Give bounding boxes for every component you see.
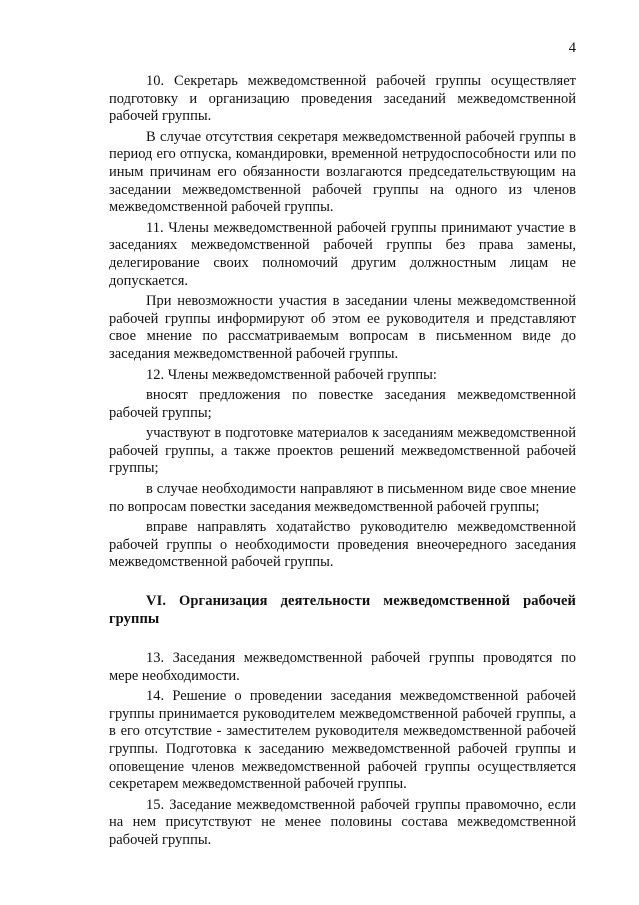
paragraph-14: 14. Решение о проведении заседания межведомственной рабочей группы принимается руководителем межведомственной рабочей группы, а в его отсутствие - заместителем руководителя межведомственной рабочей группы. Подготовка к заседанию межведомственной рабочей группы и оповещение членов межведомственной рабочей группы осуществляется секретарем межведомственной рабочей группы.	[109, 688, 576, 793]
list-item-participate: участвуют в подготовке материалов к заседаниям межведомственной рабочей группы, а также проектов решений межведомственной рабочей группы;	[109, 425, 576, 477]
document-body	[109, 73, 576, 850]
paragraph-15: 15. Заседание межведомственной рабочей группы правомочно, если на нем присутствуют не менее половины состава межведомственной рабочей группы.	[109, 796, 576, 848]
list-item-written-opinion: в случае необходимости направляют в письменном виде свое мнение по вопросам повестки заседания межведомственной рабочей группы;	[109, 481, 576, 515]
paragraph-10: 10. Секретарь межведомственной рабочей группы осуществляет подготовку и организацию проведения заседаний межведомственной рабочей группы.	[109, 73, 576, 125]
page-number: 4	[568, 40, 576, 56]
list-item-proposals: вносят предложения по повестке заседания межведомственной рабочей группы;	[109, 387, 576, 421]
paragraph-participation-impossible: При невозможности участия в заседании члены межведомственной рабочей группы информируют об этом ее руководителя и представляют свое мнение по рассматриваемым вопросам в письменном виде до заседания межведомственной рабочей группы.	[109, 293, 576, 362]
paragraph-13: 13. Заседания межведомственной рабочей группы проводятся по мере необходимости.	[109, 650, 576, 684]
paragraph-11: 11. Члены межведомственной рабочей группы принимают участие в заседаниях межведомственной рабочей группы без права замены, делегирование своих полномочий другим должностным лицам не допускается.	[109, 219, 576, 289]
paragraph-secretary-absence: В случае отсутствия секретаря межведомственной рабочей группы в период его отпуска, командировки, временной нетрудоспособности или по иным причинам его обязанности возлагаются председательствующим на заседании межведомственной рабочей группы на одного из членов межведомственной рабочей группы.	[109, 128, 576, 216]
section-heading: VI. Организация деятельности межведомственной рабочей группы	[109, 593, 576, 628]
list-item-petition: вправе направлять ходатайство руководителю межведомственной рабочей группы о необходимости проведения внеочередного заседания межведомственной рабочей группы.	[109, 519, 576, 571]
paragraph-12: 12. Члены межведомственной рабочей группы:	[146, 366, 437, 383]
